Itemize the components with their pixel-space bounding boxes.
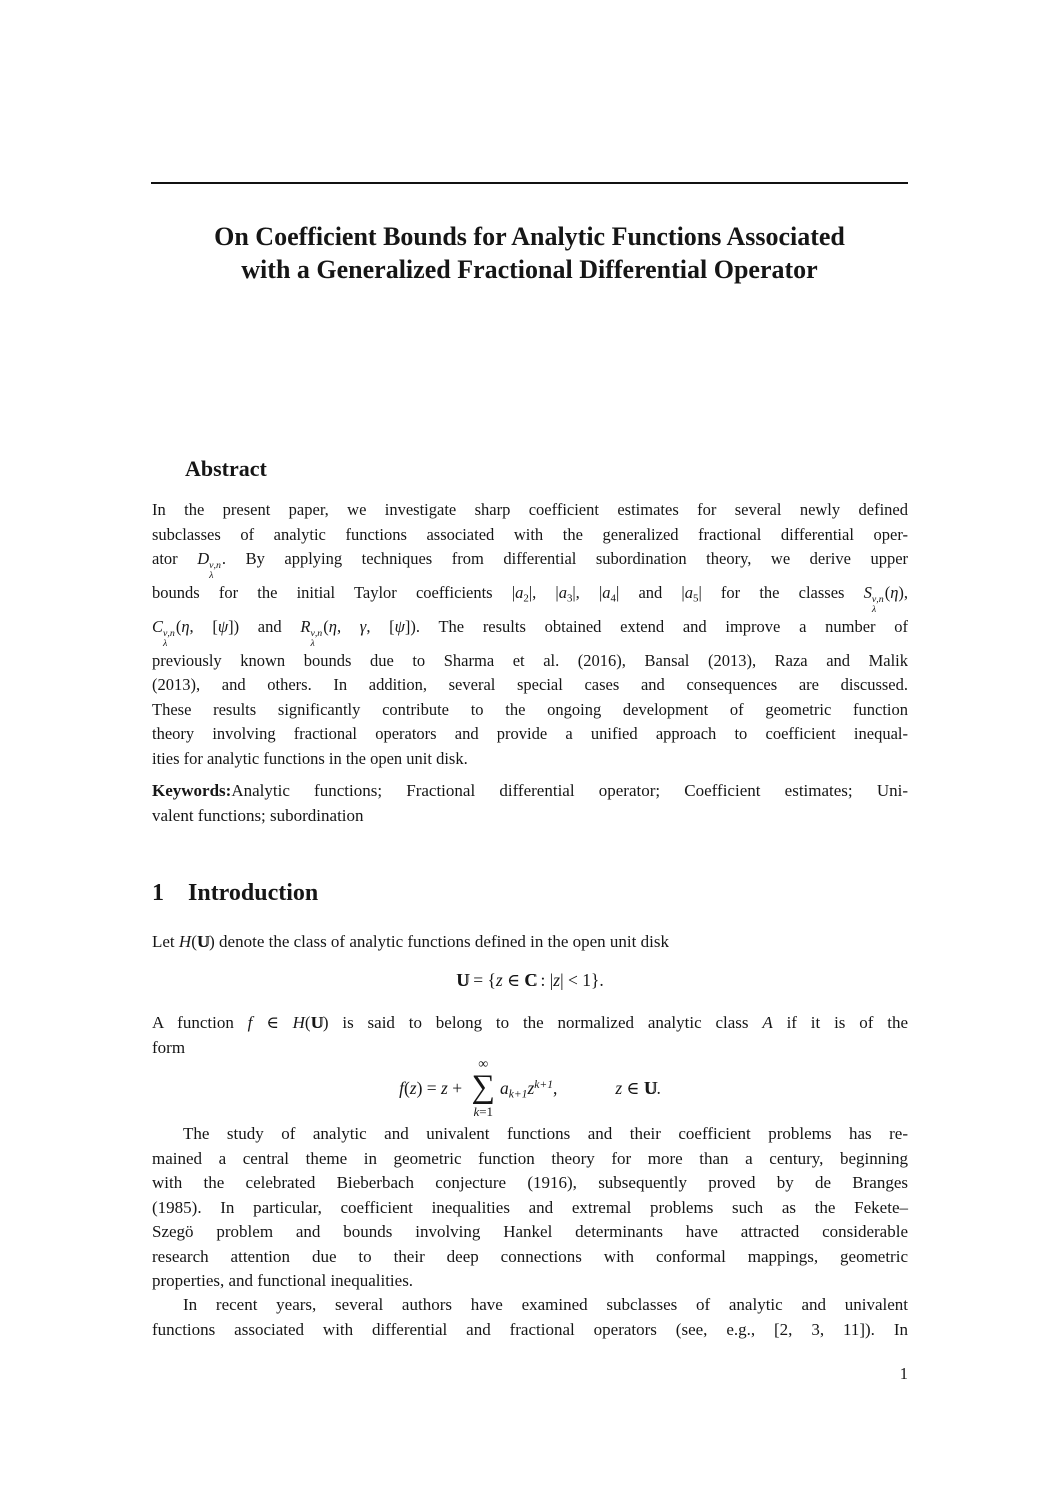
keywords-text — [152, 779, 908, 828]
paper-title — [151, 220, 908, 286]
text-line: properties, and functional inequalities. — [152, 1271, 414, 1290]
intro-paragraph-4 — [152, 1293, 908, 1342]
sigma-icon: ∑ — [471, 1068, 496, 1105]
text-line: ities for analytic functions in the open unit disk. — [152, 748, 468, 768]
superscript-subscript-stack: ν,n λ — [163, 628, 175, 649]
page-number: 1 — [899, 1364, 908, 1383]
text-line: ator D ν,n λ . By applying techniques from differential subordination theory, we derive upper — [152, 549, 909, 582]
text-line: form — [152, 1037, 186, 1057]
double-struck-letter: U U — [456, 970, 469, 991]
text-line: A function f ∈ H(U U) is said to belong to the normalized analytic class A if it is of the — [152, 1011, 908, 1036]
text-line: theory involving fractional operators and provide a unified approach to coefficient inequal- — [152, 724, 908, 744]
text-line: Szegö problem and bounds involving Hankel determinants have attracted considerable — [152, 1222, 908, 1241]
script-letter: H — [178, 932, 192, 951]
text-line: C ν,n λ (η, [ψ]) and R ν,n λ (η, γ, [ψ]). The results obtained extend and improve a number of — [152, 616, 909, 649]
summation-upper-limit: ∞ — [478, 1056, 489, 1072]
section-number: 1 — [152, 880, 164, 906]
equation-unit-disk: U U = {z ∈ C C : |z| < 1}. — [152, 970, 908, 991]
double-struck-letter: U U — [644, 1078, 657, 1099]
intro-paragraph-3 — [152, 1122, 908, 1294]
text-line: functions associated with differential and fractional operators (see, e.g., [2, 3, 11]). In — [152, 1319, 908, 1339]
equation-lhs: f(z) = z + — [399, 1077, 467, 1098]
text-line: Keywords:Analytic functions; Fractional differential operator; Coefficient estimates; Uni- — [152, 781, 908, 800]
section-title: Introduction — [188, 880, 319, 906]
header-rule — [151, 182, 908, 184]
superscript-subscript-stack: ν,n λ — [209, 560, 221, 582]
double-struck-letter: U U — [197, 930, 209, 955]
text-line: These results significantly contribute to the ongoing development of geometric function — [152, 699, 908, 719]
text-line: In recent years, several authors have examined subclasses of analytic and univalent — [183, 1295, 908, 1314]
text-line: previously known bounds due to Sharma et al. (2016), Bansal (2013), Raza and Malik — [152, 650, 908, 670]
double-struck-letter: U U — [311, 1011, 323, 1036]
superscript-subscript-stack: ν,n λ — [871, 594, 884, 616]
text-line: mained a central theme in geometric function theory for more than a century, beginning — [152, 1148, 908, 1168]
double-struck-letter: C C — [524, 970, 536, 991]
text-line: In the present paper, we investigate sharp coefficient estimates for several newly defined — [152, 500, 908, 519]
script-letter: H — [292, 1013, 305, 1032]
equation-taylor-series — [152, 1053, 908, 1123]
paper-title-line-1: On Coefficient Bounds for Analytic Functions Associated — [214, 222, 845, 251]
abstract-heading: Abstract — [185, 456, 267, 481]
text-line: (2013), and others. In addition, several special cases and consequences are discussed. — [152, 675, 908, 695]
text-line: (1985). In particular, coefficient inequalities and extremal problems such as the Fekete– — [152, 1197, 908, 1217]
equation-condition: z ∈ U U. — [615, 1078, 661, 1099]
paper-title-line-2: with a Generalized Fractional Differential Operator — [241, 255, 818, 284]
equation-term: $a_{k+1}z^{k+1}$, — [500, 1077, 558, 1100]
text-line: with the celebrated Bieberbach conjecture (1916), subsequently proved by de Branges — [152, 1173, 908, 1192]
text-line: valent functions; subordination — [152, 805, 364, 825]
superscript-subscript-stack: ν,n λ — [310, 628, 323, 649]
summation-symbol — [471, 1058, 495, 1118]
intro-paragraph-1 — [152, 930, 908, 955]
section-heading-introduction — [152, 880, 318, 907]
text-line: The study of analytic and univalent functions and their coefficient problems has re- — [183, 1124, 908, 1143]
text-line: subclasses of analytic functions associated with the generalized fractional differential oper- — [152, 524, 908, 544]
summation-lower-limit: k=1 — [473, 1104, 494, 1120]
text-line: bounds for the initial Taylor coefficients $|a_2|$, $|a_3|$, $|a_4|$ and $|a_5|$ for the classes S ν,n λ (η), — [152, 582, 908, 616]
text-line: Let H(U U) denote the class of analytic functions defined in the open unit disk — [152, 930, 908, 955]
script-letter: A — [762, 1013, 773, 1032]
text-line: research attention due to their deep connections with conformal mappings, geometric — [152, 1246, 908, 1266]
abstract-text — [152, 498, 908, 771]
